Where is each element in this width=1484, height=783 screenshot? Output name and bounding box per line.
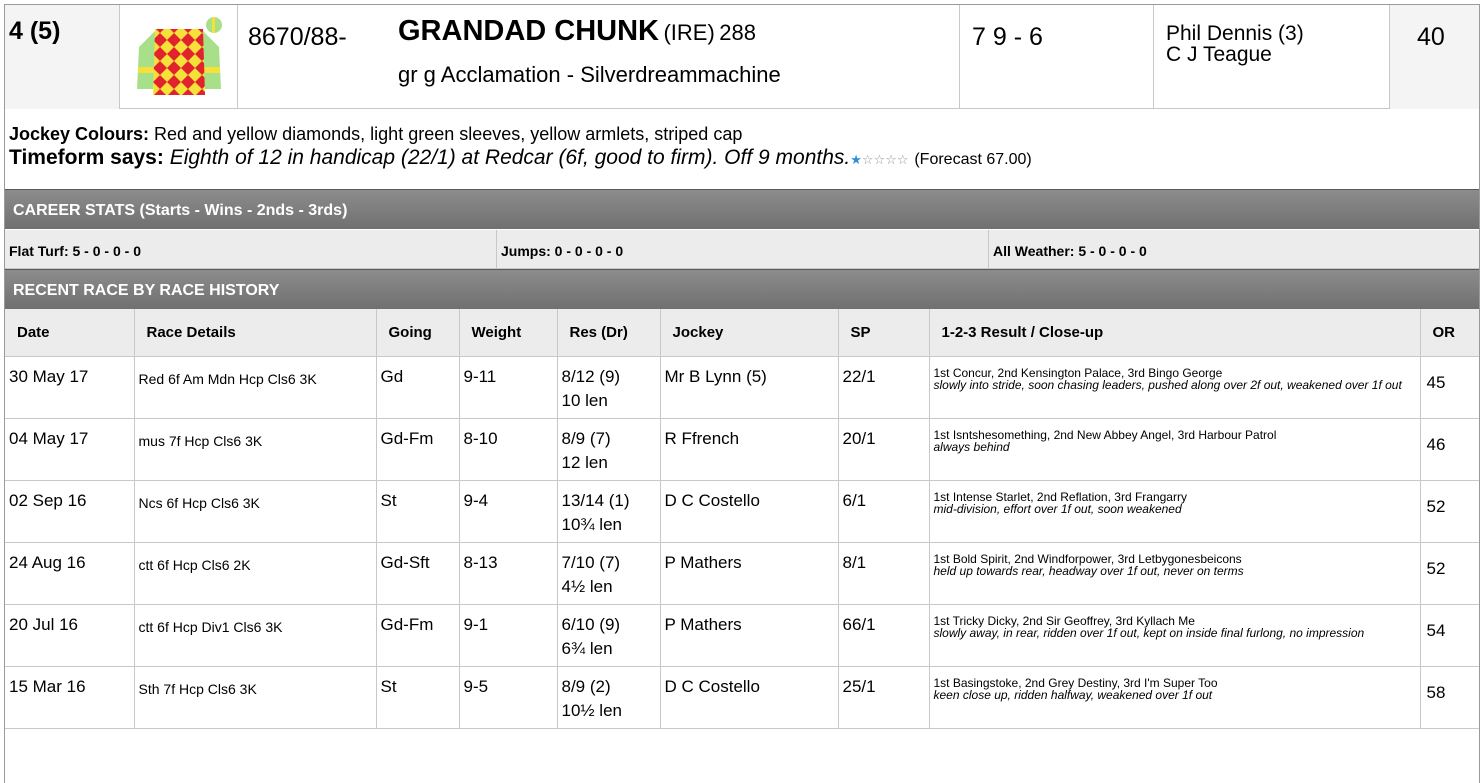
race-comment: held up towards rear, headway over 1f out, never on terms [933,563,1244,578]
column-header: Jockey [660,309,838,356]
race-closeup [929,418,1420,480]
race-jockey[interactable]: D C Costello [660,666,838,728]
official-rating: 40 [1390,5,1480,109]
result-distance: 10½ len [561,700,622,720]
race-details[interactable]: mus 7f Hcp Cls6 3K [134,418,376,480]
days-since-run: 288 [719,20,756,45]
timeform-says [9,145,1480,173]
column-header: SP [838,309,929,356]
race-jockey[interactable]: R Ffrench [660,418,838,480]
race-weight: 9-1 [459,604,557,666]
race-history-table [5,309,1480,729]
trainer-name[interactable]: C J Teague [1166,43,1272,66]
race-going: Gd [376,356,459,418]
race-going: St [376,666,459,728]
table-row [5,542,1480,604]
result-distance: 10¾ len [561,514,622,534]
race-weight: 9-5 [459,666,557,728]
horse-details [384,5,960,109]
table-row [5,666,1480,728]
race-details[interactable]: Ncs 6f Hcp Cls6 3K [134,480,376,542]
race-weight: 8-10 [459,418,557,480]
runner-info [5,109,1480,189]
race-comment: keen close up, ridden halfway, weakened over 1f out [933,687,1213,702]
pedigree: gr g Acclamation - Silverdreammachine [398,62,781,87]
timeform-label: Timeform says: [9,146,164,169]
race-or: 54 [1420,604,1480,666]
race-or: 52 [1420,480,1480,542]
jockey-colours [9,123,1480,145]
race-comment: always behind [933,439,1010,454]
result-placings: 1st Concur, 2nd Kensington Palace, 3rd Bingo George [933,365,1223,380]
runner-card [4,4,1480,783]
race-weight: 8-13 [459,542,557,604]
result-position: 7/10 (7) [561,552,621,572]
race-result [557,356,660,418]
race-or: 58 [1420,666,1480,728]
race-date: 24 Aug 16 [5,542,134,604]
race-going: Gd-Fm [376,604,459,666]
result-position: 8/9 (7) [561,428,611,448]
race-sp: 20/1 [838,418,929,480]
jockey-trainer [1154,5,1390,109]
race-going: Gd-Sft [376,542,459,604]
race-sp: 8/1 [838,542,929,604]
colours-label: Jockey Colours: [9,124,150,144]
race-closeup [929,542,1420,604]
race-going: Gd-Fm [376,418,459,480]
runner-header [5,5,1480,109]
horse-name[interactable]: GRANDAD CHUNK [398,15,659,47]
race-details[interactable]: Red 6f Am Mdn Hcp Cls6 3K [134,356,376,418]
result-placings: 1st Basingstoke, 2nd Grey Destiny, 3rd I'm Super Too [933,675,1218,690]
race-jockey[interactable]: Mr B Lynn (5) [660,356,838,418]
race-or: 45 [1420,356,1480,418]
all-weather-stats: All Weather: 5 - 0 - 0 - 0 [993,243,1147,259]
column-header: OR [1420,309,1480,356]
result-distance: 6¾ len [561,638,613,658]
column-header: 1-2-3 Result / Close-up [929,309,1420,356]
race-date: 04 May 17 [5,418,134,480]
column-header: Weight [459,309,557,356]
race-going: St [376,480,459,542]
race-jockey[interactable]: D C Costello [660,480,838,542]
jumps-stats: Jumps: 0 - 0 - 0 - 0 [497,230,989,268]
star-empty-icon: ☆ [861,152,874,167]
race-closeup [929,356,1420,418]
table-row [5,604,1480,666]
career-stats-row [5,230,1480,269]
race-result [557,542,660,604]
horse-country: (IRE) [663,20,715,45]
race-result [557,480,660,542]
column-header: Res (Dr) [557,309,660,356]
race-closeup [929,604,1420,666]
column-header: Date [5,309,134,356]
star-rating [850,152,908,167]
race-history-header: RECENT RACE BY RACE HISTORY [5,269,1480,309]
star-empty-icon: ☆ [873,152,886,167]
race-result [557,604,660,666]
race-sp: 22/1 [838,356,929,418]
race-date: 02 Sep 16 [5,480,134,542]
race-date: 30 May 17 [5,356,134,418]
race-result [557,418,660,480]
race-sp: 25/1 [838,666,929,728]
race-or: 46 [1420,418,1480,480]
race-details[interactable]: Sth 7f Hcp Cls6 3K [134,666,376,728]
race-weight: 9-4 [459,480,557,542]
table-row [5,356,1480,418]
career-stats-header: CAREER STATS (Starts - Wins - 2nds - 3rds) [5,189,1480,229]
table-header-row [5,309,1480,356]
form-figures: 8670/88- [248,23,347,51]
race-comment: mid-division, effort over 1f out, soon weakened [933,501,1182,516]
colours-text: Red and yellow diamonds, light green sleeves, yellow armlets, striped cap [149,124,743,144]
result-placings: 1st Isntshesomething, 2nd New Abbey Angel, 3rd Harbour Patrol [933,427,1277,442]
star-filled-icon: ★ [850,152,862,167]
silks-icon [135,17,223,97]
race-comment: slowly away, in rear, ridden over 1f out, kept on inside final furlong, no impression [933,625,1365,640]
race-details[interactable]: ctt 6f Hcp Cls6 2K [134,542,376,604]
race-date: 20 Jul 16 [5,604,134,666]
race-weight: 9-11 [459,356,557,418]
result-distance: 10 len [561,390,608,410]
race-sp: 6/1 [838,480,929,542]
result-position: 13/14 (1) [561,490,630,510]
column-header: Going [376,309,459,356]
race-result [557,666,660,728]
race-closeup [929,480,1420,542]
table-row [5,418,1480,480]
race-closeup [929,666,1420,728]
age-weight: 7 9 - 6 [960,5,1154,109]
race-comment: slowly into stride, soon chasing leaders, pushed along over 2f out, weakened over 1f out [933,377,1402,392]
result-distance: 12 len [561,452,608,472]
result-placings: 1st Bold Spirit, 2nd Windforpower, 3rd Letbygonesbeicons [933,551,1242,566]
result-placings: 1st Tricky Dicky, 2nd Sir Geoffrey, 3rd Kyllach Me [933,613,1195,628]
star-empty-icon: ☆ [896,152,909,167]
star-empty-icon: ☆ [885,152,897,167]
column-header: Race Details [134,309,376,356]
result-distance: 4½ len [561,576,613,596]
race-jockey[interactable]: P Mathers [660,604,838,666]
jockey-silks [120,5,238,109]
race-jockey[interactable]: P Mathers [660,542,838,604]
timeform-text: Eighth of 12 in handicap (22/1) at Redcar (6f, good to firm). Off 9 months. [163,146,851,169]
runner-number: 4 (5) [5,5,120,109]
result-placings: 1st Intense Starlet, 2nd Reflation, 3rd Frangarry [933,489,1187,504]
result-position: 8/12 (9) [561,366,621,386]
flat-turf-stats: Flat Turf: 5 - 0 - 0 - 0 [5,230,497,268]
forecast-value: (Forecast 67.00) [914,151,1032,168]
race-details[interactable]: ctt 6f Hcp Div1 Cls6 3K [134,604,376,666]
result-position: 8/9 (2) [561,676,611,696]
result-position: 6/10 (9) [561,614,621,634]
race-sp: 66/1 [838,604,929,666]
jockey-name[interactable]: Phil Dennis (3) [1166,22,1304,45]
race-or: 52 [1420,542,1480,604]
table-row [5,480,1480,542]
race-date: 15 Mar 16 [5,666,134,728]
